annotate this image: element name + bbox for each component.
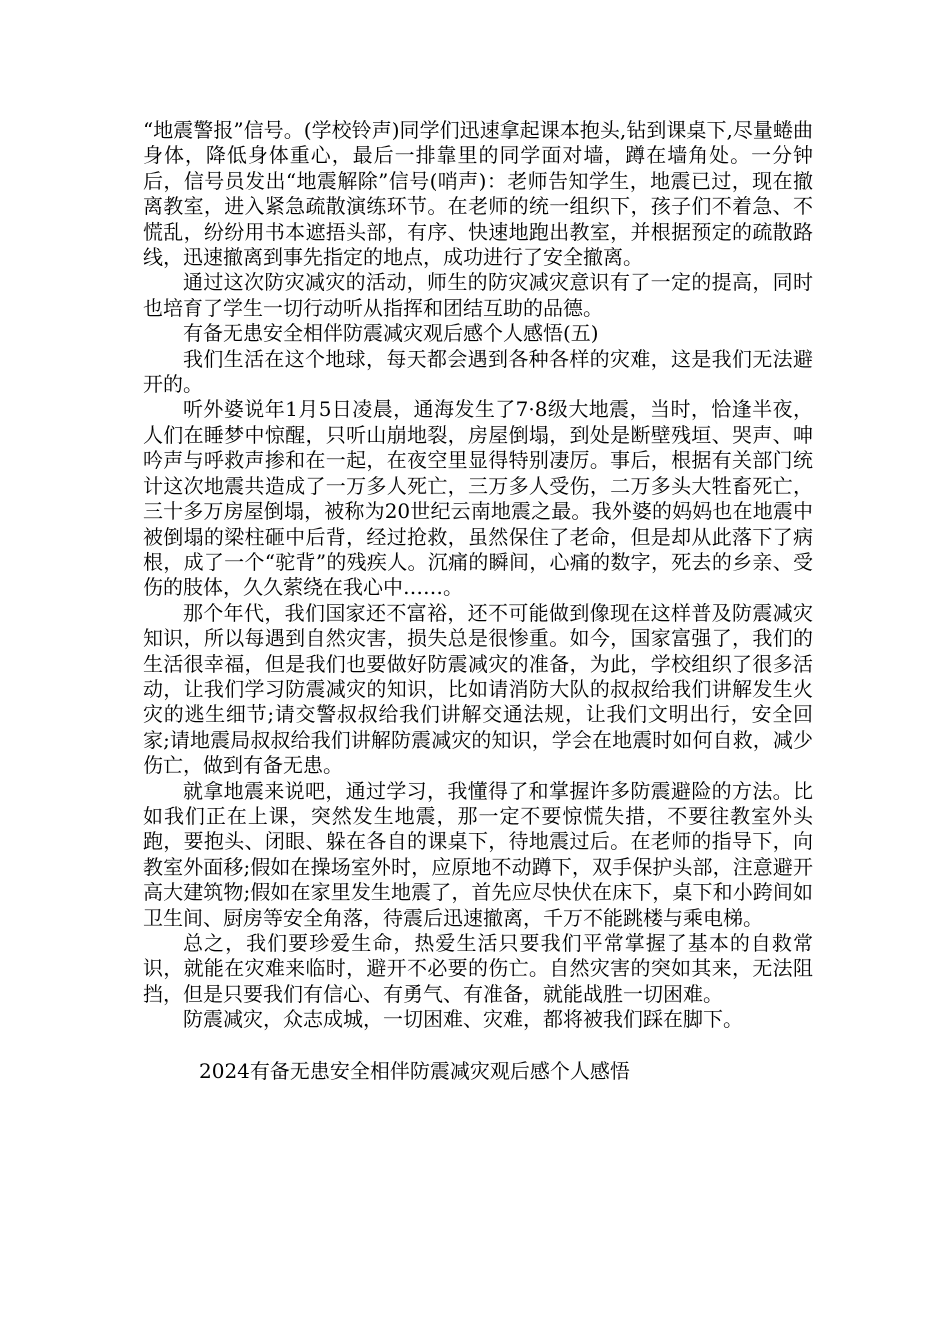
- document-page: [143, 118, 813, 1084]
- footer-title: 2024有备无患安全相伴防震减灾观后感个人感悟: [199, 1058, 630, 1083]
- paragraph-7: 总之，我们要珍爱生命，热爱生活只要我们平常掌握了基本的自救常识，就能在灾难来临时，避开不必要的伤亡。自然灾害的突如其来，无法阻挡，但是只要我们有信心、有勇气、有准备，就能战胜一切困难。: [143, 931, 813, 1006]
- paragraph-spacer: [143, 1033, 813, 1059]
- paragraph-3: 我们生活在这个地球，每天都会遇到各种各样的灾难，这是我们无法避开的。: [143, 346, 813, 397]
- paragraph-4: 听外婆说年1月5日凌晨，通海发生了7·8级大地震，当时，恰逢半夜，人们在睡梦中惊醒，只听山崩地裂，房屋倒塌，到处是断壁残垣、哭声、呻吟声与呼救声掺和在一起，在夜空里显得特别凄厉。事后，根据有关部门统计这次地震共造成了一万多人死亡，三万多人受伤，二万多头大牲畜死亡，三十多万房屋倒塌，被称为20世纪云南地震之最。我外婆的妈妈也在地震中被倒塌的梁柱砸中后背，经过抢救，虽然保住了老命，但是却从此落下了病根，成了一个“驼背”的残疾人。沉痛的瞬间，心痛的数字，死去的乡亲、受伤的肢体，久久萦绕在我心中……。: [143, 397, 813, 600]
- paragraph-1: “地震警报”信号。(学校铃声)同学们迅速拿起课本抱头,钻到课桌下,尽量蜷曲身体，降低身体重心，最后一排靠里的同学面对墙，蹲在墙角处。一分钟后，信号员发出“地震解除”信号(哨声)：老师告知学生，地震已过，现在撤离教室，进入紧急疏散演练环节。在老师的统一组织下，孩子们不着急、不慌乱，纷纷用书本遮捂头部，有序、快速地跑出教室，并根据预定的疏散路线，迅速撤离到事先指定的地点，成功进行了安全撤离。: [143, 118, 813, 270]
- paragraph-8: 防震减灾，众志成城，一切困难、灾难，都将被我们踩在脚下。: [183, 1007, 743, 1032]
- paragraph-6: 就拿地震来说吧，通过学习，我懂得了和掌握许多防震避险的方法。比如我们正在上课，突然发生地震，那一定不要惊慌失措，不要往教室外头跑，要抱头、闭眼、躲在各自的课桌下，待地震过后。在老师的指导下，向教室外面移;假如在操场室外时，应原地不动蹲下，双手保护头部，注意避开高大建筑物;假如在家里发生地震了，首先应尽快伏在床下，桌下和小跨间如卫生间、厨房等安全角落，待震后迅速撤离，千万不能跳楼与乘电梯。: [143, 778, 813, 930]
- paragraph-2: 通过这次防灾减灾的活动，师生的防灾减灾意识有了一定的提高，同时也培育了学生一切行动听从指挥和团结互助的品德。: [143, 270, 813, 320]
- paragraph-5: 那个年代，我们国家还不富裕，还不可能做到像现在这样普及防震减灾知识，所以每遇到自然灾害，损失总是很惨重。如今，国家富强了，我们的生活很幸福，但是我们也要做好防震减灾的准备，为此，学校组织了很多活动，让我们学习防震减灾的知识，比如请消防大队的叔叔给我们讲解发生火灾的逃生细节;请交警叔叔给我们讲解交通法规，让我们文明出行，安全回家;请地震局叔叔给我们讲解防震减灾的知识，学会在地震时如何自救，减少伤亡，做到有备无患。: [143, 600, 813, 778]
- section-heading: 有备无患安全相伴防震减灾观后感个人感悟(五): [183, 321, 599, 346]
